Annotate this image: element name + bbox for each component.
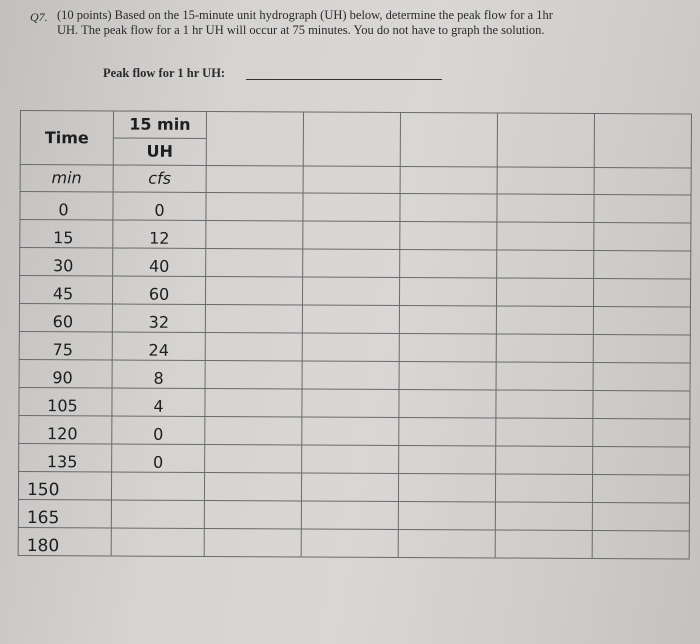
- table-row: [18, 471, 689, 503]
- blank-cell[interactable]: [593, 447, 690, 476]
- blank-cell[interactable]: [302, 277, 399, 306]
- uh-column-title-line-2: UH: [146, 141, 174, 161]
- table-row: [19, 415, 690, 447]
- time-cell: 60: [19, 303, 112, 331]
- blank-cell[interactable]: [593, 363, 690, 392]
- uh-cell: 24: [112, 332, 205, 360]
- blank-cell[interactable]: [204, 528, 301, 557]
- blank-cell[interactable]: [400, 221, 497, 250]
- uh-cell: 32: [112, 304, 205, 332]
- uh-header-cell-2: [113, 138, 206, 165]
- blank-cell[interactable]: [302, 417, 399, 446]
- table-header-row-1: [20, 111, 691, 142]
- blank-cell[interactable]: [206, 192, 303, 221]
- time-cell: 15: [20, 220, 113, 248]
- blank-cell[interactable]: [303, 193, 400, 222]
- time-cell: 165: [18, 499, 111, 527]
- blank-cell[interactable]: [398, 473, 495, 502]
- blank-cell[interactable]: [399, 277, 496, 306]
- blank-cell[interactable]: [399, 361, 496, 390]
- blank-cell[interactable]: [592, 531, 689, 560]
- blank-cell[interactable]: [594, 223, 691, 252]
- blank-cell[interactable]: [594, 251, 691, 280]
- blank-cell[interactable]: [495, 530, 592, 559]
- blank-cell[interactable]: [204, 500, 301, 529]
- blank-cell[interactable]: [496, 306, 593, 335]
- uh-cell: 0: [112, 444, 205, 472]
- time-cell: 180: [18, 527, 111, 555]
- time-header-cell: [20, 111, 113, 165]
- blank-cell[interactable]: [496, 362, 593, 391]
- blank-cell[interactable]: [495, 502, 592, 531]
- uh-cell: [111, 472, 204, 500]
- blank-header-cell[interactable]: [206, 111, 303, 166]
- table-row: [20, 192, 691, 224]
- blank-header-cell[interactable]: [400, 112, 497, 167]
- blank-cell[interactable]: [302, 333, 399, 362]
- blank-cell[interactable]: [206, 165, 303, 193]
- uh-cell: 60: [112, 276, 205, 304]
- question-text-line-2: UH. The peak flow for a 1 hr UH will occur at 75 minutes. You do not have to graph the solution.: [57, 23, 545, 37]
- time-cell: 75: [19, 331, 112, 359]
- blank-cell[interactable]: [496, 418, 593, 447]
- blank-cell[interactable]: [496, 334, 593, 363]
- blank-cell[interactable]: [303, 221, 400, 250]
- uh-cell: 0: [113, 192, 206, 220]
- blank-cell[interactable]: [497, 194, 594, 223]
- blank-cell[interactable]: [399, 445, 496, 474]
- time-unit-cell: min: [20, 165, 113, 192]
- blank-cell[interactable]: [301, 501, 398, 530]
- peak-flow-label: Peak flow for 1 hr UH:: [103, 66, 226, 80]
- blank-cell[interactable]: [593, 335, 690, 364]
- blank-cell[interactable]: [205, 276, 302, 305]
- table-row: [19, 303, 690, 335]
- table-row: [19, 359, 690, 391]
- uh-unit-cell: cfs: [113, 165, 206, 192]
- question-text-line-1: (10 points) Based on the 15-minute unit hydrograph (UH) below, determine the peak flow for a 1hr: [57, 8, 553, 22]
- blank-cell[interactable]: [593, 307, 690, 336]
- blank-cell[interactable]: [400, 166, 497, 194]
- blank-cell[interactable]: [400, 249, 497, 278]
- table-unit-row: [20, 165, 691, 196]
- blank-cell[interactable]: [593, 391, 690, 420]
- blank-cell[interactable]: [398, 501, 495, 530]
- blank-cell[interactable]: [593, 419, 690, 448]
- blank-cell[interactable]: [497, 250, 594, 279]
- blank-cell[interactable]: [495, 474, 592, 503]
- blank-header-cell[interactable]: [497, 113, 594, 168]
- blank-cell[interactable]: [399, 389, 496, 418]
- blank-cell[interactable]: [206, 248, 303, 277]
- uh-column-title-line-1: 15 min: [129, 114, 191, 134]
- unit-hydrograph-table: [18, 110, 692, 560]
- blank-cell[interactable]: [205, 360, 302, 389]
- blank-cell[interactable]: [205, 388, 302, 417]
- blank-cell[interactable]: [303, 249, 400, 278]
- blank-cell[interactable]: [301, 473, 398, 502]
- blank-cell[interactable]: [593, 279, 690, 308]
- table-row: [19, 331, 690, 363]
- blank-cell[interactable]: [302, 361, 399, 390]
- time-cell: 90: [19, 359, 112, 387]
- time-cell: 105: [19, 387, 112, 415]
- blank-cell[interactable]: [301, 529, 398, 558]
- blank-cell[interactable]: [302, 305, 399, 334]
- table-row: [19, 387, 690, 419]
- blank-cell[interactable]: [496, 390, 593, 419]
- uh-cell: [111, 500, 204, 528]
- time-cell: 0: [20, 192, 113, 220]
- blank-cell[interactable]: [399, 333, 496, 362]
- time-cell: 120: [19, 415, 112, 443]
- table-row: [20, 248, 691, 280]
- blank-header-cell[interactable]: [303, 112, 400, 167]
- blank-cell[interactable]: [303, 166, 400, 194]
- blank-cell[interactable]: [302, 389, 399, 418]
- time-cell: 150: [18, 471, 111, 499]
- time-column-title: Time: [44, 127, 89, 147]
- table-row: [19, 276, 690, 308]
- blank-cell[interactable]: [205, 304, 302, 333]
- uh-cell: 12: [113, 220, 206, 248]
- peak-flow-answer-blank[interactable]: [246, 79, 442, 80]
- blank-cell[interactable]: [594, 168, 691, 196]
- blank-cell[interactable]: [398, 529, 495, 558]
- blank-cell[interactable]: [594, 195, 691, 224]
- blank-header-cell[interactable]: [594, 114, 691, 169]
- blank-cell[interactable]: [205, 332, 302, 361]
- blank-cell[interactable]: [400, 193, 497, 222]
- blank-cell[interactable]: [497, 222, 594, 251]
- question-number: Q7.: [30, 10, 48, 24]
- blank-cell[interactable]: [399, 305, 496, 334]
- time-cell: 45: [19, 276, 112, 304]
- blank-cell[interactable]: [302, 445, 399, 474]
- uh-header-cell-1: [113, 111, 206, 138]
- uh-cell: 8: [112, 360, 205, 388]
- blank-cell[interactable]: [496, 278, 593, 307]
- uh-cell: 40: [113, 248, 206, 276]
- blank-cell[interactable]: [592, 503, 689, 532]
- table-row: [18, 499, 689, 531]
- table-row: [20, 220, 691, 252]
- uh-cell: 0: [112, 416, 205, 444]
- time-cell: 30: [20, 248, 113, 276]
- blank-cell[interactable]: [496, 446, 593, 475]
- blank-cell[interactable]: [592, 475, 689, 504]
- time-cell: 135: [19, 443, 112, 471]
- blank-cell[interactable]: [204, 472, 301, 501]
- table-row: [19, 443, 690, 475]
- blank-cell[interactable]: [399, 417, 496, 446]
- blank-cell[interactable]: [206, 220, 303, 249]
- blank-cell[interactable]: [205, 444, 302, 473]
- blank-cell[interactable]: [497, 167, 594, 195]
- uh-cell: [111, 528, 204, 556]
- blank-cell[interactable]: [205, 416, 302, 445]
- uh-cell: 4: [112, 388, 205, 416]
- table-row: [18, 527, 689, 559]
